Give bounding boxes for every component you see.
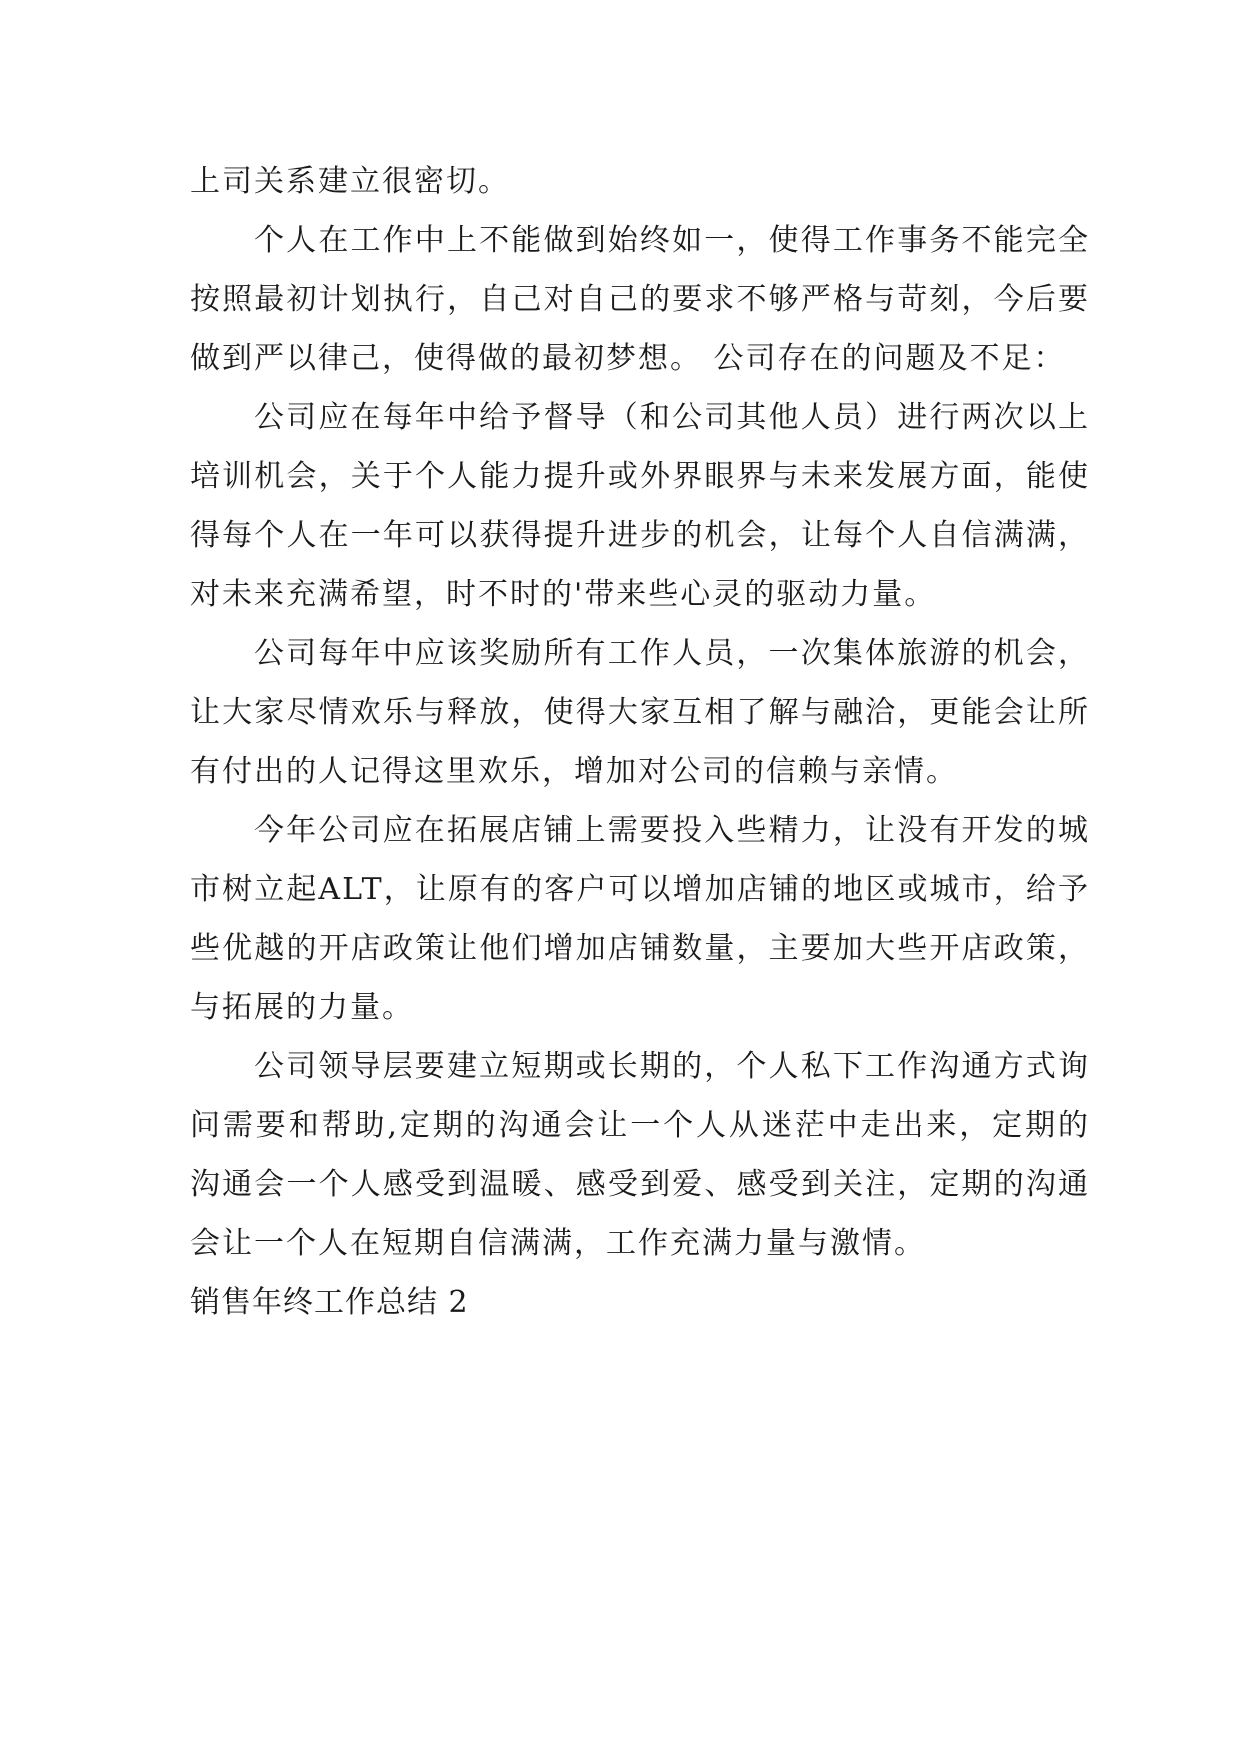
paragraph-store-expansion: 今年公司应在拓展店铺上需要投入些精力，让没有开发的城市树立起ALT，让原有的客户可以增加店铺的地区或城市，给予些优越的开店政策让他们增加店铺数量，主要加大些开店政策，与拓展的力量。 bbox=[190, 813, 1090, 1025]
paragraph-continuation: 上司关系建立很密切。 bbox=[190, 164, 510, 199]
paragraph-communication: 公司领导层要建立短期或长期的，个人私下工作沟通方式询问需要和帮助,定期的沟通会让一个人从迷茫中走出来，定期的沟通会一个人感受到温暖、感受到爱、感受到关注，定期的沟通会让一个人在短期自信满满，工作充满力量与激情。 bbox=[190, 1049, 1090, 1261]
paragraph-team-travel: 公司每年中应该奖励所有工作人员，一次集体旅游的机会，让大家尽情欢乐与释放，使得大家互相了解与融洽，更能会让所有付出的人记得这里欢乐，增加对公司的信赖与亲情。 bbox=[190, 636, 1090, 789]
paragraph-self-reflection: 个人在工作中上不能做到始终如一，使得工作事务不能完全按照最初计划执行，自己对自己的要求不够严格与苛刻，今后要做到严以律己，使得做的最初梦想。 公司存在的问题及不足： bbox=[190, 223, 1090, 376]
section-heading: 销售年终工作总结 2 bbox=[190, 1285, 469, 1320]
paragraph-training: 公司应在每年中给予督导（和公司其他人员）进行两次以上培训机会，关于个人能力提升或外界眼界与未来发展方面，能使得每个人在一年可以获得提升进步的机会，让每个人自信满满，对未来充满希望，时不时的'带来些心灵的驱动力量。 bbox=[190, 400, 1090, 612]
document-body bbox=[190, 152, 1090, 1332]
